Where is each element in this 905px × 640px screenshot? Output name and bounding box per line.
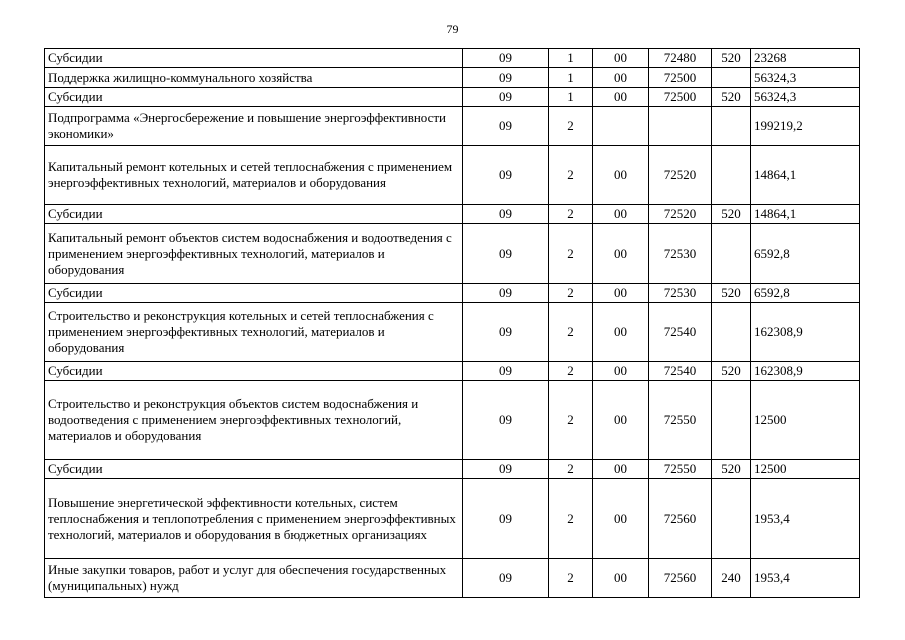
- expense-type-cell: [712, 224, 751, 284]
- subprogram-code-cell: 00: [593, 362, 649, 381]
- amount-cell: 23268: [751, 49, 860, 68]
- amount-cell: 199219,2: [751, 107, 860, 146]
- program-code-cell: 2: [549, 146, 593, 205]
- expense-type-cell: 520: [712, 362, 751, 381]
- expense-type-cell: [712, 381, 751, 460]
- table-body: [45, 49, 860, 598]
- expense-type-cell: 520: [712, 284, 751, 303]
- page-number: 79: [446, 22, 459, 36]
- ministry-code-cell: 09: [463, 146, 549, 205]
- table-row: [45, 205, 860, 224]
- ministry-code-cell: 09: [463, 559, 549, 598]
- program-code-cell: 2: [549, 479, 593, 559]
- amount-cell: 12500: [751, 460, 860, 479]
- ministry-code-cell: 09: [463, 460, 549, 479]
- subprogram-code-cell: 00: [593, 303, 649, 362]
- row-name-cell: Поддержка жилищно-коммунального хозяйства: [45, 68, 463, 88]
- program-code-cell: 2: [549, 559, 593, 598]
- ministry-code-cell: 09: [463, 284, 549, 303]
- program-code-cell: 2: [549, 205, 593, 224]
- table-row: [45, 284, 860, 303]
- amount-cell: 56324,3: [751, 68, 860, 88]
- row-name-cell: Капитальный ремонт котельных и сетей теплоснабжения с применением энергоэффективных технологий, материалов и оборудования: [45, 146, 463, 205]
- direction-code-cell: 72520: [649, 146, 712, 205]
- amount-cell: 6592,8: [751, 224, 860, 284]
- row-name-cell: Субсидии: [45, 205, 463, 224]
- program-code-cell: 2: [549, 224, 593, 284]
- table-row: [45, 224, 860, 284]
- expense-type-cell: 240: [712, 559, 751, 598]
- direction-code-cell: 72530: [649, 224, 712, 284]
- ministry-code-cell: 09: [463, 68, 549, 88]
- subprogram-code-cell: 00: [593, 146, 649, 205]
- table-row: [45, 559, 860, 598]
- table-row: [45, 107, 860, 146]
- row-name-cell: Строительство и реконструкция котельных и сетей теплоснабжения с применением энергоэффективных технологий, материалов и оборудования: [45, 303, 463, 362]
- ministry-code-cell: 09: [463, 49, 549, 68]
- ministry-code-cell: 09: [463, 224, 549, 284]
- row-name-cell: Капитальный ремонт объектов систем водоснабжения и водоотведения с применением энергоэффективных технологий, материалов и оборудования: [45, 224, 463, 284]
- subprogram-code-cell: 00: [593, 479, 649, 559]
- direction-code-cell: 72500: [649, 68, 712, 88]
- table-row: [45, 146, 860, 205]
- table-row: [45, 68, 860, 88]
- amount-cell: 56324,3: [751, 88, 860, 107]
- ministry-code-cell: 09: [463, 88, 549, 107]
- amount-cell: 14864,1: [751, 146, 860, 205]
- table-row: [45, 460, 860, 479]
- budget-table: [44, 48, 860, 598]
- ministry-code-cell: 09: [463, 303, 549, 362]
- table-row: [45, 303, 860, 362]
- expense-type-cell: [712, 146, 751, 205]
- direction-code-cell: 72500: [649, 88, 712, 107]
- ministry-code-cell: 09: [463, 381, 549, 460]
- expense-type-cell: 520: [712, 205, 751, 224]
- program-code-cell: 2: [549, 107, 593, 146]
- program-code-cell: 2: [549, 303, 593, 362]
- row-name-cell: Субсидии: [45, 362, 463, 381]
- amount-cell: 162308,9: [751, 303, 860, 362]
- table-row: [45, 381, 860, 460]
- expense-type-cell: [712, 303, 751, 362]
- direction-code-cell: 72550: [649, 381, 712, 460]
- table-row: [45, 362, 860, 381]
- direction-code-cell: [649, 107, 712, 146]
- program-code-cell: 2: [549, 381, 593, 460]
- amount-cell: 1953,4: [751, 479, 860, 559]
- direction-code-cell: 72540: [649, 362, 712, 381]
- table-row: [45, 479, 860, 559]
- row-name-cell: Подпрограмма «Энергосбережение и повышение энергоэффективности экономики»: [45, 107, 463, 146]
- table-row: [45, 88, 860, 107]
- row-name-cell: Иные закупки товаров, работ и услуг для обеспечения государственных (муниципальных) нужд: [45, 559, 463, 598]
- expense-type-cell: 520: [712, 460, 751, 479]
- amount-cell: 14864,1: [751, 205, 860, 224]
- program-code-cell: 2: [549, 460, 593, 479]
- expense-type-cell: 520: [712, 88, 751, 107]
- expense-type-cell: 520: [712, 49, 751, 68]
- row-name-cell: Субсидии: [45, 49, 463, 68]
- row-name-cell: Строительство и реконструкция объектов систем водоснабжения и водоотведения с применением энергоэффективных технологий, материалов и оборудования: [45, 381, 463, 460]
- amount-cell: 6592,8: [751, 284, 860, 303]
- subprogram-code-cell: 00: [593, 49, 649, 68]
- amount-cell: 12500: [751, 381, 860, 460]
- ministry-code-cell: 09: [463, 362, 549, 381]
- subprogram-code-cell: 00: [593, 559, 649, 598]
- direction-code-cell: 72550: [649, 460, 712, 479]
- direction-code-cell: 72520: [649, 205, 712, 224]
- row-name-cell: Повышение энергетической эффективности котельных, систем теплоснабжения и теплопотребления с применением энергоэффективных технологий, материалов и оборудования в бюджетных организациях: [45, 479, 463, 559]
- direction-code-cell: 72560: [649, 559, 712, 598]
- program-code-cell: 2: [549, 362, 593, 381]
- program-code-cell: 1: [549, 49, 593, 68]
- amount-cell: 162308,9: [751, 362, 860, 381]
- ministry-code-cell: 09: [463, 479, 549, 559]
- expense-type-cell: [712, 68, 751, 88]
- ministry-code-cell: 09: [463, 107, 549, 146]
- subprogram-code-cell: 00: [593, 68, 649, 88]
- ministry-code-cell: 09: [463, 205, 549, 224]
- expense-type-cell: [712, 107, 751, 146]
- subprogram-code-cell: 00: [593, 460, 649, 479]
- direction-code-cell: 72530: [649, 284, 712, 303]
- subprogram-code-cell: 00: [593, 88, 649, 107]
- direction-code-cell: 72560: [649, 479, 712, 559]
- table-row: [45, 49, 860, 68]
- program-code-cell: 1: [549, 68, 593, 88]
- amount-cell: 1953,4: [751, 559, 860, 598]
- row-name-cell: Субсидии: [45, 460, 463, 479]
- direction-code-cell: 72480: [649, 49, 712, 68]
- direction-code-cell: 72540: [649, 303, 712, 362]
- program-code-cell: 1: [549, 88, 593, 107]
- row-name-cell: Субсидии: [45, 88, 463, 107]
- expense-type-cell: [712, 479, 751, 559]
- row-name-cell: Субсидии: [45, 284, 463, 303]
- subprogram-code-cell: [593, 107, 649, 146]
- program-code-cell: 2: [549, 284, 593, 303]
- subprogram-code-cell: 00: [593, 381, 649, 460]
- subprogram-code-cell: 00: [593, 284, 649, 303]
- subprogram-code-cell: 00: [593, 224, 649, 284]
- subprogram-code-cell: 00: [593, 205, 649, 224]
